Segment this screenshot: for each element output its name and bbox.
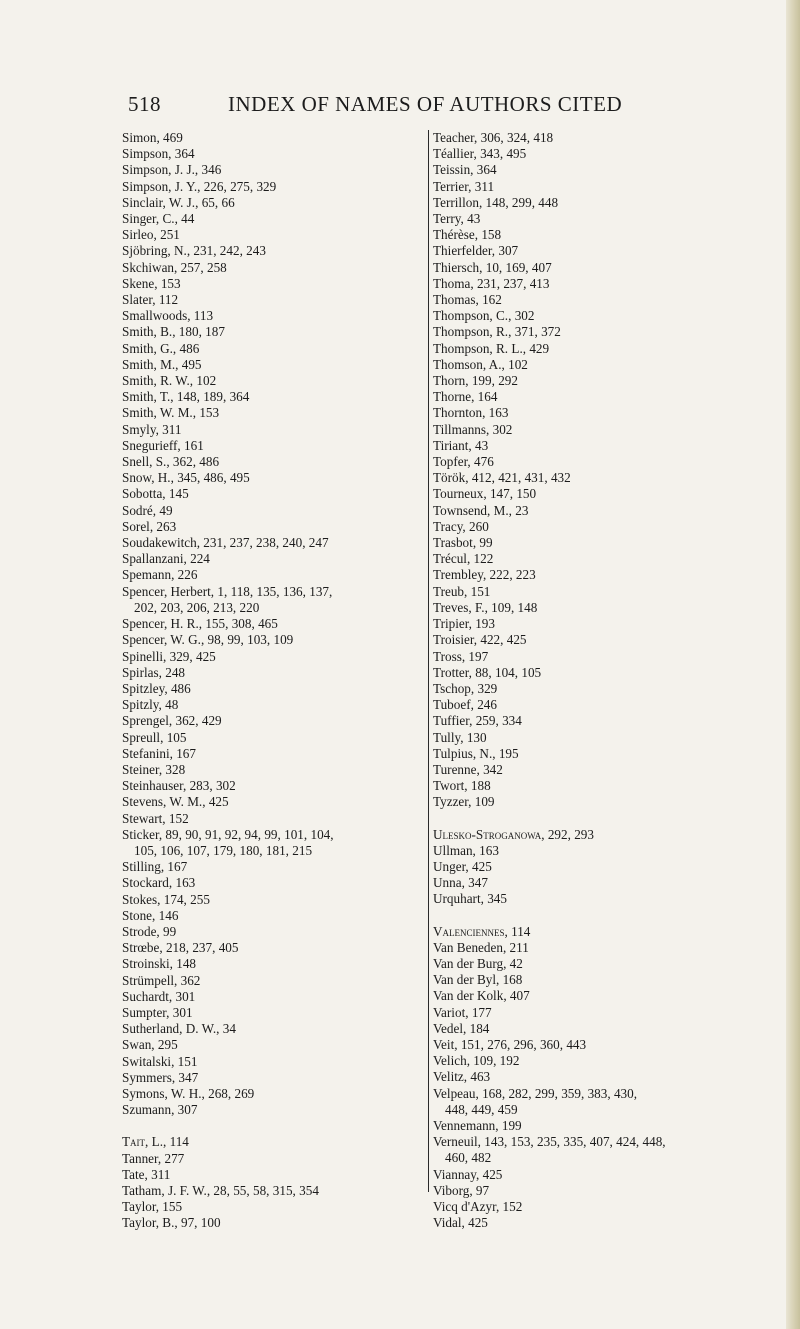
index-entry: Tuffier, 259, 334 [433,713,522,729]
index-entry: Tyzzer, 109 [433,794,495,810]
index-entry: Smith, T., 148, 189, 364 [122,389,250,405]
page-title: INDEX OF NAMES OF AUTHORS CITED [228,92,623,116]
index-entry-continuation: 460, 482 [445,1150,492,1166]
index-entry: Trasbot, 99 [433,535,493,551]
index-entry: Stevens, W. M., 425 [122,794,229,810]
index-entry: Vicq d'Azyr, 152 [433,1199,523,1214]
index-entry-continuation: 202, 203, 206, 213, 220 [134,599,260,615]
index-entry: Strœbe, 218, 237, 405 [122,940,239,956]
index-entry: Treub, 151 [433,583,491,599]
index-entry: Viannay, 425 [433,1166,503,1182]
index-entry: Smith, G., 486 [122,340,200,356]
index-entry: Terrillon, 148, 299, 448 [433,194,559,210]
index-entry: Stone, 146 [122,907,179,923]
index-column-left [122,130,422,1232]
index-entry: Symmers, 347 [122,1069,199,1085]
index-entry: Trécul, 122 [433,551,494,567]
index-entry: Tanner, 277 [122,1150,185,1166]
index-entry: Smith, W. M., 153 [122,405,220,421]
index-entry: Ulesko-Stroganowa, 292, 293 [433,826,594,842]
index-entry: Thomson, A., 102 [433,356,528,372]
index-entry: Tatham, J. F. W., 28, 55, 58, 315, 354 [122,1183,319,1198]
index-entry: Thorne, 164 [433,389,498,405]
index-entry: Suchardt, 301 [122,988,196,1004]
index-entry: Sorel, 263 [122,518,177,534]
index-entry: Swan, 295 [122,1037,178,1053]
page-number: 518 [128,92,161,116]
index-entry: Tracy, 260 [433,518,489,534]
index-entry: Thompson, R., 371, 372 [433,324,561,340]
index-entry: Snow, H., 345, 486, 495 [122,470,250,486]
page-edge [786,0,800,1329]
index-entry: Smith, M., 495 [122,356,202,372]
index-entry: Vidal, 425 [433,1215,488,1231]
index-entry: Sprengel, 362, 429 [122,713,222,729]
index-entry: Treves, F., 109, 148 [433,599,538,615]
index-entry: Spencer, H. R., 155, 308, 465 [122,616,278,632]
index-entry: Thomas, 162 [433,292,502,308]
index-entry: Steinhauser, 283, 302 [122,778,236,794]
index-entry: Van der Byl, 168 [433,972,523,988]
index-entry: Stroinski, 148 [122,956,197,972]
index-entry: Variot, 177 [433,1004,492,1020]
index-entry: Unna, 347 [433,875,488,891]
index-entry: Sutherland, D. W., 34 [122,1021,236,1037]
index-entry: Tross, 197 [433,648,489,664]
index-entry: Turenne, 342 [433,761,503,777]
index-entry: Spallanzani, 224 [122,551,210,567]
index-entry: Thorn, 199, 292 [433,373,518,389]
index-entry: Veit, 151, 276, 296, 360, 443 [433,1036,587,1052]
index-entry: Stockard, 163 [122,875,196,891]
index-entry: Sumpter, 301 [122,1004,193,1020]
index-entry: Topfer, 476 [433,454,494,470]
index-entry: Stewart, 152 [122,810,189,826]
index-entry: Troisier, 422, 425 [433,632,527,648]
index-entry: Trotter, 88, 104, 105 [433,664,542,680]
index-entry: Steiner, 328 [122,761,186,777]
index-entry-continuation: 105, 106, 107, 179, 180, 181, 215 [134,842,313,858]
index-entry: Twort, 188 [433,778,491,794]
index-entry: Thoma, 231, 237, 413 [433,275,550,291]
index-entry: Török, 412, 421, 431, 432 [433,470,571,486]
index-entry: Terry, 43 [433,211,481,227]
index-entry: Vedel, 184 [433,1020,490,1036]
index-entry: Tiriant, 43 [433,437,489,453]
index-entry: Spencer, Herbert, 1, 118, 135, 136, 137, [122,583,333,599]
index-entry: Sticker, 89, 90, 91, 92, 94, 99, 101, 104, [122,826,334,842]
index-entry: Van Beneden, 211 [433,939,529,955]
index-entry: Stokes, 174, 255 [122,891,210,907]
index-entry: Taylor, B., 97, 100 [122,1215,221,1231]
index-column-right [428,130,763,1231]
index-entry: Simpson, 364 [122,146,195,162]
index-entry: Simpson, J. J., 346 [122,162,222,178]
index-entry: Tourneux, 147, 150 [433,486,537,502]
index-entry-continuation: 448, 449, 459 [445,1101,518,1117]
index-entry: Smallwoods, 113 [122,308,214,324]
index-entry: Tripier, 193 [433,616,495,632]
index-entry: Spitzley, 486 [122,680,191,696]
index-entry: Sinclair, W. J., 65, 66 [122,194,235,210]
index-entry: Verneuil, 143, 153, 235, 335, 407, 424, 448, [433,1134,666,1150]
index-entry: Spemann, 226 [122,567,198,583]
index-entry: Strode, 99 [122,923,177,939]
index-entry: Tully, 130 [433,729,487,745]
index-entry: Symons, W. H., 268, 269 [122,1085,255,1101]
index-entry: Ullman, 163 [433,842,499,858]
index-entry: Sjöbring, N., 231, 242, 243 [122,243,266,259]
index-entry: Skene, 153 [122,275,181,291]
index-entry: Smith, B., 180, 187 [122,324,225,340]
index-entry: Tschop, 329 [433,680,498,696]
index-entry: Tillmanns, 302 [433,421,513,437]
index-entry: Spreull, 105 [122,729,187,745]
index-entry: Sodré, 49 [122,502,173,518]
index-entry: Thierfelder, 307 [433,243,519,259]
index-entry: Teacher, 306, 324, 418 [433,130,554,145]
index-entry: Sobotta, 145 [122,486,189,502]
index-entry: Velitz, 463 [433,1069,491,1085]
index-entry: Urquhart, 345 [433,891,507,907]
index-entry: Spitzly, 48 [122,697,179,713]
index-entry: Slater, 112 [122,292,179,308]
index-entry: Stefanini, 167 [122,745,196,761]
index-entry: Switalski, 151 [122,1053,198,1069]
index-entry: Stilling, 167 [122,859,188,875]
index-entry: Simpson, J. Y., 226, 275, 329 [122,178,277,194]
index-entry: Singer, C., 44 [122,211,195,227]
index-entry: Snegurieff, 161 [122,437,204,453]
index-entry: Trembley, 222, 223 [433,567,536,583]
index-entry: Simon, 469 [122,130,183,145]
index-entry: Soudakewitch, 231, 237, 238, 240, 247 [122,535,329,551]
index-entry: Téallier, 343, 495 [433,146,527,162]
index-entry: Velich, 109, 192 [433,1053,520,1069]
index-entry: Tate, 311 [122,1166,171,1182]
index-entry: Thiersch, 10, 169, 407 [433,259,552,275]
index-entry: Thornton, 163 [433,405,509,421]
index-entry: Spirlas, 248 [122,664,186,680]
index-entry: Thérèse, 158 [433,227,502,243]
index-entry: Tuboef, 246 [433,697,497,713]
index-entry: Terrier, 311 [433,178,495,194]
index-entry: Tait, L., 114 [122,1134,189,1150]
index-entry: Spinelli, 329, 425 [122,648,216,664]
index-entry: Thompson, R. L., 429 [433,340,550,356]
index-entry: Strümpell, 362 [122,972,201,988]
index-entry: Van der Burg, 42 [433,955,523,971]
index-entry: Szumann, 307 [122,1102,198,1118]
index-entry: Townsend, M., 23 [433,502,529,518]
index-entry: Sirleo, 251 [122,227,180,243]
index-entry: Smith, R. W., 102 [122,373,217,389]
index-entry: Snell, S., 362, 486 [122,454,220,470]
index-entry: Velpeau, 168, 282, 299, 359, 383, 430, [433,1085,638,1101]
index-entry: Skchiwan, 257, 258 [122,259,227,275]
index-entry: Valenciennes, 114 [433,923,531,939]
index-entry: Smyly, 311 [122,421,182,437]
index-entry: Viborg, 97 [433,1182,490,1198]
index-entry: Spencer, W. G., 98, 99, 103, 109 [122,632,294,648]
index-entry: Teissin, 364 [433,162,497,178]
index-entry: Thompson, C., 302 [433,308,535,324]
index-entry: Taylor, 155 [122,1199,183,1215]
index-entry: Vennemann, 199 [433,1117,522,1133]
index-entry: Van der Kolk, 407 [433,988,530,1004]
index-entry: Unger, 425 [433,858,492,874]
index-entry: Tulpius, N., 195 [433,745,519,761]
